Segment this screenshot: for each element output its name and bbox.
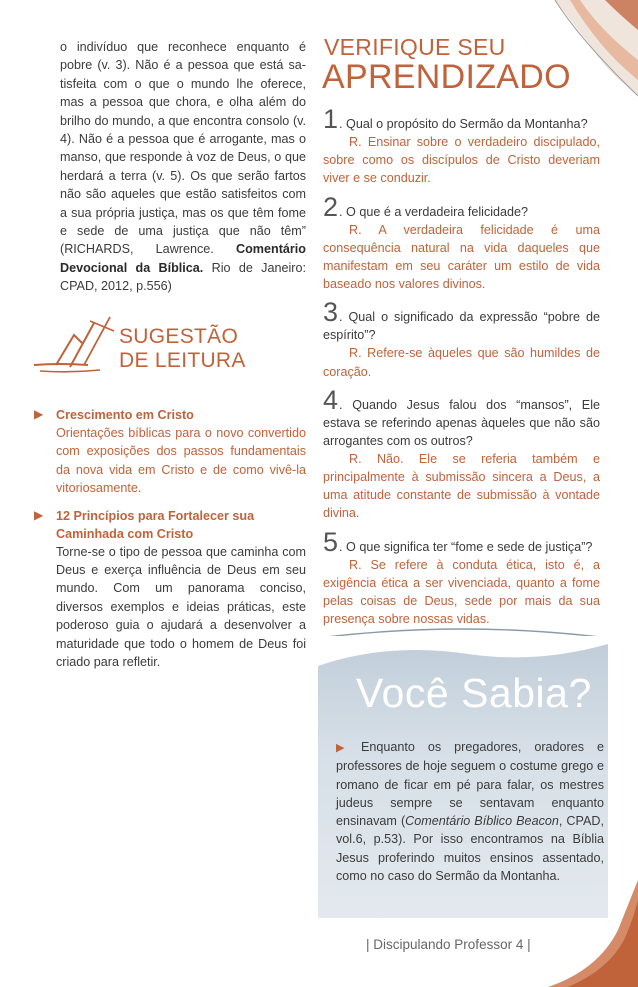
question-number: 3 xyxy=(323,297,339,328)
question-text: . Qual o significado da expressão “pobre de espírito”? xyxy=(323,310,600,343)
voce-sabia-text: ▶ Enquanto os pregadores, oradores e professores de hoje seguem o costume grego e romano de ficar em pé para falar, os mestres judeus sempre se sentavam enquanto ensinavam (Comentário Bíblico Beacon, CPAD, vol.6, p.53). Por isso encontramos na Bíblia Jesus proferindo muitos ensinos assentado, como no caso do Sermão da Montanha. xyxy=(336,740,605,884)
quote-line: que não têm” (RICHARDS, Lawrence. xyxy=(60,224,306,257)
quote-paragraph xyxy=(60,38,306,296)
triangle-bullet-icon: ▶ xyxy=(34,507,44,522)
quote-line: pobre (v. 3). Não é a pessoa que está sa- xyxy=(60,58,306,73)
question-item xyxy=(323,384,600,523)
question-text: . Quando Jesus falou dos “mansos”, Ele estava se referindo apenas àqueles que não são arrogantes com os outros? xyxy=(323,397,600,448)
question-text: . Qual o propósito do Sermão da Montanha? xyxy=(339,117,588,131)
answer-text: R. Refere-se àqueles que são humildes de coração. xyxy=(323,346,600,379)
verifique-title-line1: VERIFIQUE SEU xyxy=(324,34,506,60)
question-number: 2 xyxy=(323,191,339,222)
question-item xyxy=(323,191,600,294)
quote-line: satisfeitos com a sua própria justiça, mas xyxy=(60,187,306,220)
question-item xyxy=(323,297,600,380)
question-number: 1 xyxy=(323,104,339,134)
quote-citation-title: Comentário Devocional da Bíblica. xyxy=(60,242,306,275)
page-number: 9 xyxy=(580,928,594,955)
quote-line: tisfeita com o que o mundo lhe oferece, xyxy=(60,76,306,91)
book-item xyxy=(34,507,306,672)
footer-label: | Discipulando Professor 4 | xyxy=(366,937,531,952)
question-number: 4 xyxy=(323,384,339,415)
answer-text: R. Ensinar sobre o verdadeiro discipulado, sobre como os discípulos de Cristo deveriam viver e se conduzir. xyxy=(323,135,600,186)
sugestao-heading xyxy=(30,313,310,379)
triangle-bullet-icon: ▶ xyxy=(336,742,354,754)
voce-sabia-box xyxy=(318,636,608,918)
sugestao-title-line1: SUGESTÃO xyxy=(119,325,239,348)
question-item xyxy=(323,104,600,188)
quote-line: mas o manso, que responde à voz de xyxy=(60,132,306,165)
book-title: Crescimento em Cristo xyxy=(56,408,194,422)
quote-line: serão fartos não são aqueles que estão xyxy=(60,168,307,202)
quote-line: os que têm fome e sede de uma justiça xyxy=(60,205,306,239)
answer-text: R. Não. Ele se referia também e principalmente à submissão sincera a Deus, a uma atitude constante de submissão à vontade divina. xyxy=(323,451,600,521)
sugestao-title-line2: DE LEITURA xyxy=(119,349,246,372)
voce-sabia-title: Você Sabia? xyxy=(356,670,592,716)
answer-text: R. A verdadeira felicidade é uma consequência natural na vida daqueles que manifestam em seu caráter um estilo de vida baseado nos valores divinos. xyxy=(323,222,600,292)
question-text: . O que significa ter “fome e sede de justiça”? xyxy=(339,539,593,554)
quote-line: mas a pessoa que chora, e olha além do xyxy=(60,95,306,110)
book-description: Torne-se o tipo de pessoa que caminha com Deus e exerça influência de Deus em seu mundo. Com um panorama conciso, diversos exemplos e ideias práticas, este poderoso guia o ajudará a desenvolver a maturidade que todo o homem de Deus foi criado para refletir. xyxy=(56,544,306,670)
book-item xyxy=(34,406,306,498)
answer-text: R. Se refere à conduta ética, isto é, a exigência ética a ser vivenciada, quanto a fome pelas coisas de Deus, sede por mais da sua presença sobre nossas vidas. xyxy=(323,557,600,627)
quote-line: o indivíduo que reconhece enquanto é xyxy=(60,40,306,54)
verifique-title-line2: APRENDIZADO xyxy=(322,58,571,96)
quote-line: (v. 4). Não é a pessoa que é arrogante, xyxy=(60,113,306,147)
book-title: 12 Princípios para Fortalecer sua Caminhada com Cristo xyxy=(56,508,255,541)
quote-line: brilho do mundo, a que encontra consolo xyxy=(60,113,293,128)
question-list xyxy=(323,104,600,638)
quote-line: Deus, o que herdará a terra (v. 5). Os que xyxy=(60,150,306,183)
triangle-bullet-icon: ▶ xyxy=(34,407,44,421)
question-text: . O que é a verdadeira felicidade? xyxy=(339,204,529,219)
quote-citation-tail: Rio de Janeiro: CPAD, 2012, p.556) xyxy=(60,260,306,294)
book-description: Orientações bíblicas para o novo convertido com exposições dos passos fundamentais da nova vida em Cristo e de como vivê-la vitoriosamente. xyxy=(56,426,306,496)
book-list xyxy=(34,406,306,680)
question-number: 5 xyxy=(323,526,339,557)
question-item xyxy=(323,526,600,629)
hand-drawn-lines-icon xyxy=(30,313,120,379)
